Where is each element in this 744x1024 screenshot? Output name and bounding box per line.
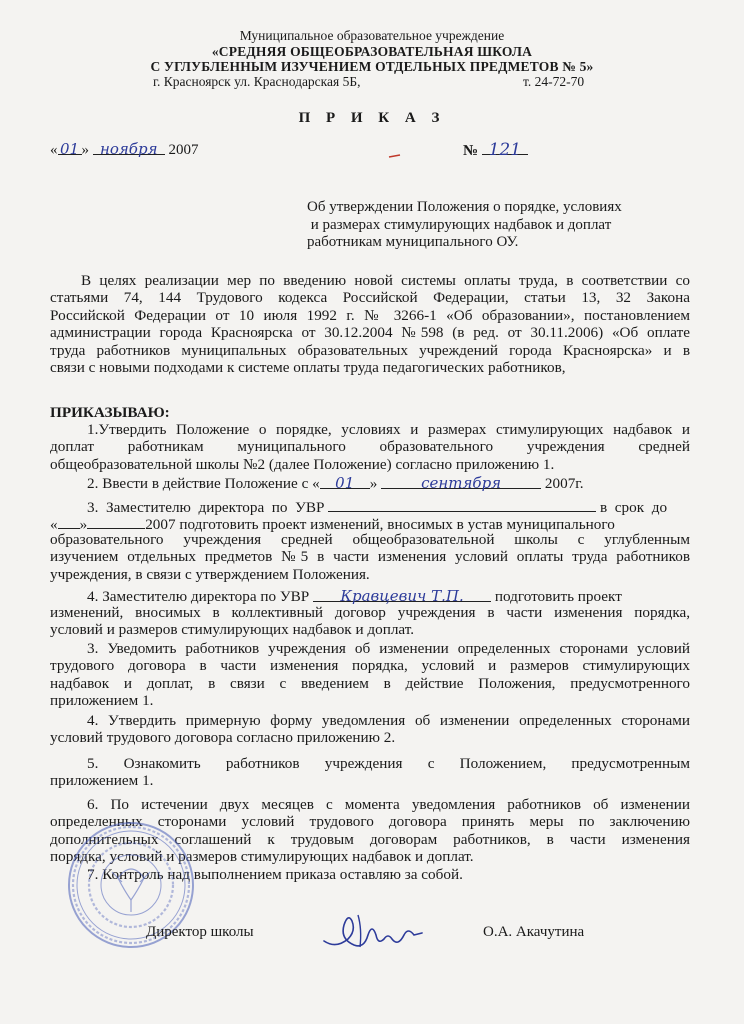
item-line: 3. Уведомить работников учреждения об изменении определенных сторонами условий bbox=[87, 640, 690, 657]
order-word: ПРИКАЗЫВАЮ: bbox=[50, 404, 170, 421]
item-line: условий трудового договора согласно приложению 2. bbox=[50, 729, 396, 747]
preamble-line: труда работников муниципальных образовательных учреждений города Красноярска» и в bbox=[50, 341, 690, 359]
item-line: доплат работникам муниципального образовательного учреждения средней bbox=[50, 438, 690, 456]
item4-a: 4. Заместителю директора по УВР bbox=[87, 588, 310, 605]
item2-mid: » bbox=[369, 475, 378, 492]
date-day: 01 bbox=[59, 140, 80, 158]
order-subject bbox=[307, 199, 687, 252]
item-line: приложением 1. bbox=[50, 692, 154, 710]
org-address: г. Красноярск ул. Краснодарская 5Б, bbox=[153, 74, 361, 89]
item-line: 6. По истечении двух месяцев с момента уведомления работников об изменении bbox=[87, 796, 690, 813]
item-line: 4. Утвердить примерную форму уведомления об изменении определенных сторонами bbox=[87, 712, 690, 729]
item-line: трудового договора в части изменения порядка, условий и размеров стимулирующих bbox=[50, 657, 690, 675]
order-item-2 bbox=[87, 474, 584, 493]
subject-line: и размерах стимулирующих надбавок и доплат bbox=[307, 216, 612, 233]
item-line: 1.Утвердить Положение о порядке, условиях и размерах стимулирующих надбавок и bbox=[87, 421, 690, 438]
org-name-line2: С УГЛУБЛЕННЫМ ИЗУЧЕНИЕМ ОТДЕЛЬНЫХ ПРЕДМЕТОВ № 5» bbox=[150, 59, 594, 74]
order-item-5 bbox=[50, 640, 690, 710]
item4-name: Кравцевич Т.П. bbox=[340, 587, 464, 605]
preamble-line: статьями 74, 144 Трудового кодекса Российской Федерации, статьи 13, 32 Закона bbox=[50, 289, 690, 307]
order-date bbox=[50, 140, 199, 159]
org-name-line1: «СРЕДНЯЯ ОБЩЕОБРАЗОВАТЕЛЬНАЯ ШКОЛА bbox=[211, 44, 533, 59]
director-role: Директор школы bbox=[146, 924, 254, 940]
item3-open: « bbox=[50, 516, 58, 533]
item2-month: сентября bbox=[421, 474, 502, 492]
date-close-quote: » bbox=[81, 142, 89, 158]
number-value: 121 bbox=[488, 140, 522, 160]
order-item-7 bbox=[50, 755, 690, 790]
item2-day: 01 bbox=[335, 474, 355, 492]
red-tick-mark bbox=[388, 153, 402, 159]
item-line: учреждения, в связи с утверждением Положения. bbox=[50, 565, 370, 583]
item-line: изучением отдельных предметов №5 в части изменения условий оплаты труда работников bbox=[50, 548, 690, 566]
item-line: дополнительных соглашений к трудовым договорам работников, в части изменения bbox=[50, 830, 690, 848]
handwritten-signature bbox=[318, 905, 428, 955]
org-type-line: Муниципальное образовательное учреждение bbox=[239, 28, 505, 43]
subject-line: работникам муниципального ОУ. bbox=[307, 234, 519, 250]
item-line: порядка, условий и размеров стимулирующих надбавок и доплат. bbox=[50, 848, 474, 866]
date-open-quote: « bbox=[50, 142, 58, 158]
order-item-1 bbox=[50, 421, 690, 473]
item-line: приложением 1. bbox=[50, 772, 154, 790]
order-item-9: 7. Контроль над выполнением приказа оставляю за собой. bbox=[87, 866, 463, 883]
item2-year: 2007г. bbox=[544, 475, 584, 492]
item-line: 5. Ознакомить работников учреждения с Положением, предусмотренным bbox=[87, 755, 690, 772]
preamble-line: Российской Федерации от 10 июля 1992 г. № 3266-1 «Об образовании», постановлением bbox=[50, 306, 690, 324]
date-month: ноября bbox=[99, 140, 158, 158]
item3-b: в срок до bbox=[600, 499, 668, 516]
order-item-6 bbox=[50, 712, 690, 747]
item2-prefix: 2. Ввести в действие Положение с « bbox=[87, 475, 320, 492]
order-number bbox=[463, 140, 528, 160]
item3-mid: » bbox=[79, 516, 88, 533]
item3-rest: 2007 подготовить проект изменений, вносимых в устав муниципального bbox=[145, 516, 615, 533]
item-line: надбавок и доплат, в связи с введением в действие Положения, предусмотренного bbox=[50, 674, 690, 692]
preamble-line: связи с новыми подходами к системе оплаты труда педагогических работников, bbox=[50, 359, 566, 377]
preamble-line: администрации города Красноярска от 30.12.2004 №598 (в ред. от 30.11.2006) «Об оплате bbox=[50, 324, 690, 342]
order-item-4-body bbox=[50, 604, 690, 639]
date-year: 2007 bbox=[168, 142, 199, 158]
subject-line: Об утверждении Положения о порядке, условиях bbox=[307, 199, 622, 215]
item3-a: 3. Заместителю директора по УВР bbox=[87, 499, 325, 516]
number-prefix: № bbox=[463, 143, 479, 159]
preamble-line: В целях реализации мер по введению новой системы оплаты труда, в соответствии со bbox=[81, 272, 690, 289]
item-line: изменений, вносимых в коллективный договор учреждения в части изменения порядка, bbox=[50, 604, 690, 621]
item-line: определенных сторонами условий трудового договора принять меры по заключению bbox=[50, 813, 690, 831]
item4-b: подготовить проект bbox=[494, 588, 622, 605]
preamble bbox=[50, 272, 690, 376]
org-phone: т. 24-72-70 bbox=[523, 74, 585, 89]
director-name: О.А. Акачутина bbox=[483, 924, 585, 940]
item-line: образовательного учреждения средней общеобразовательной школы с углубленным bbox=[50, 531, 690, 548]
item-line: условий и размеров стимулирующих надбавок и доплат. bbox=[50, 621, 415, 639]
order-item-3-body bbox=[50, 531, 690, 583]
item-line: общеобразовательной школы №2 (далее Положение) согласно приложению 1. bbox=[50, 455, 555, 473]
document-title: П Р И К А З bbox=[298, 110, 446, 126]
